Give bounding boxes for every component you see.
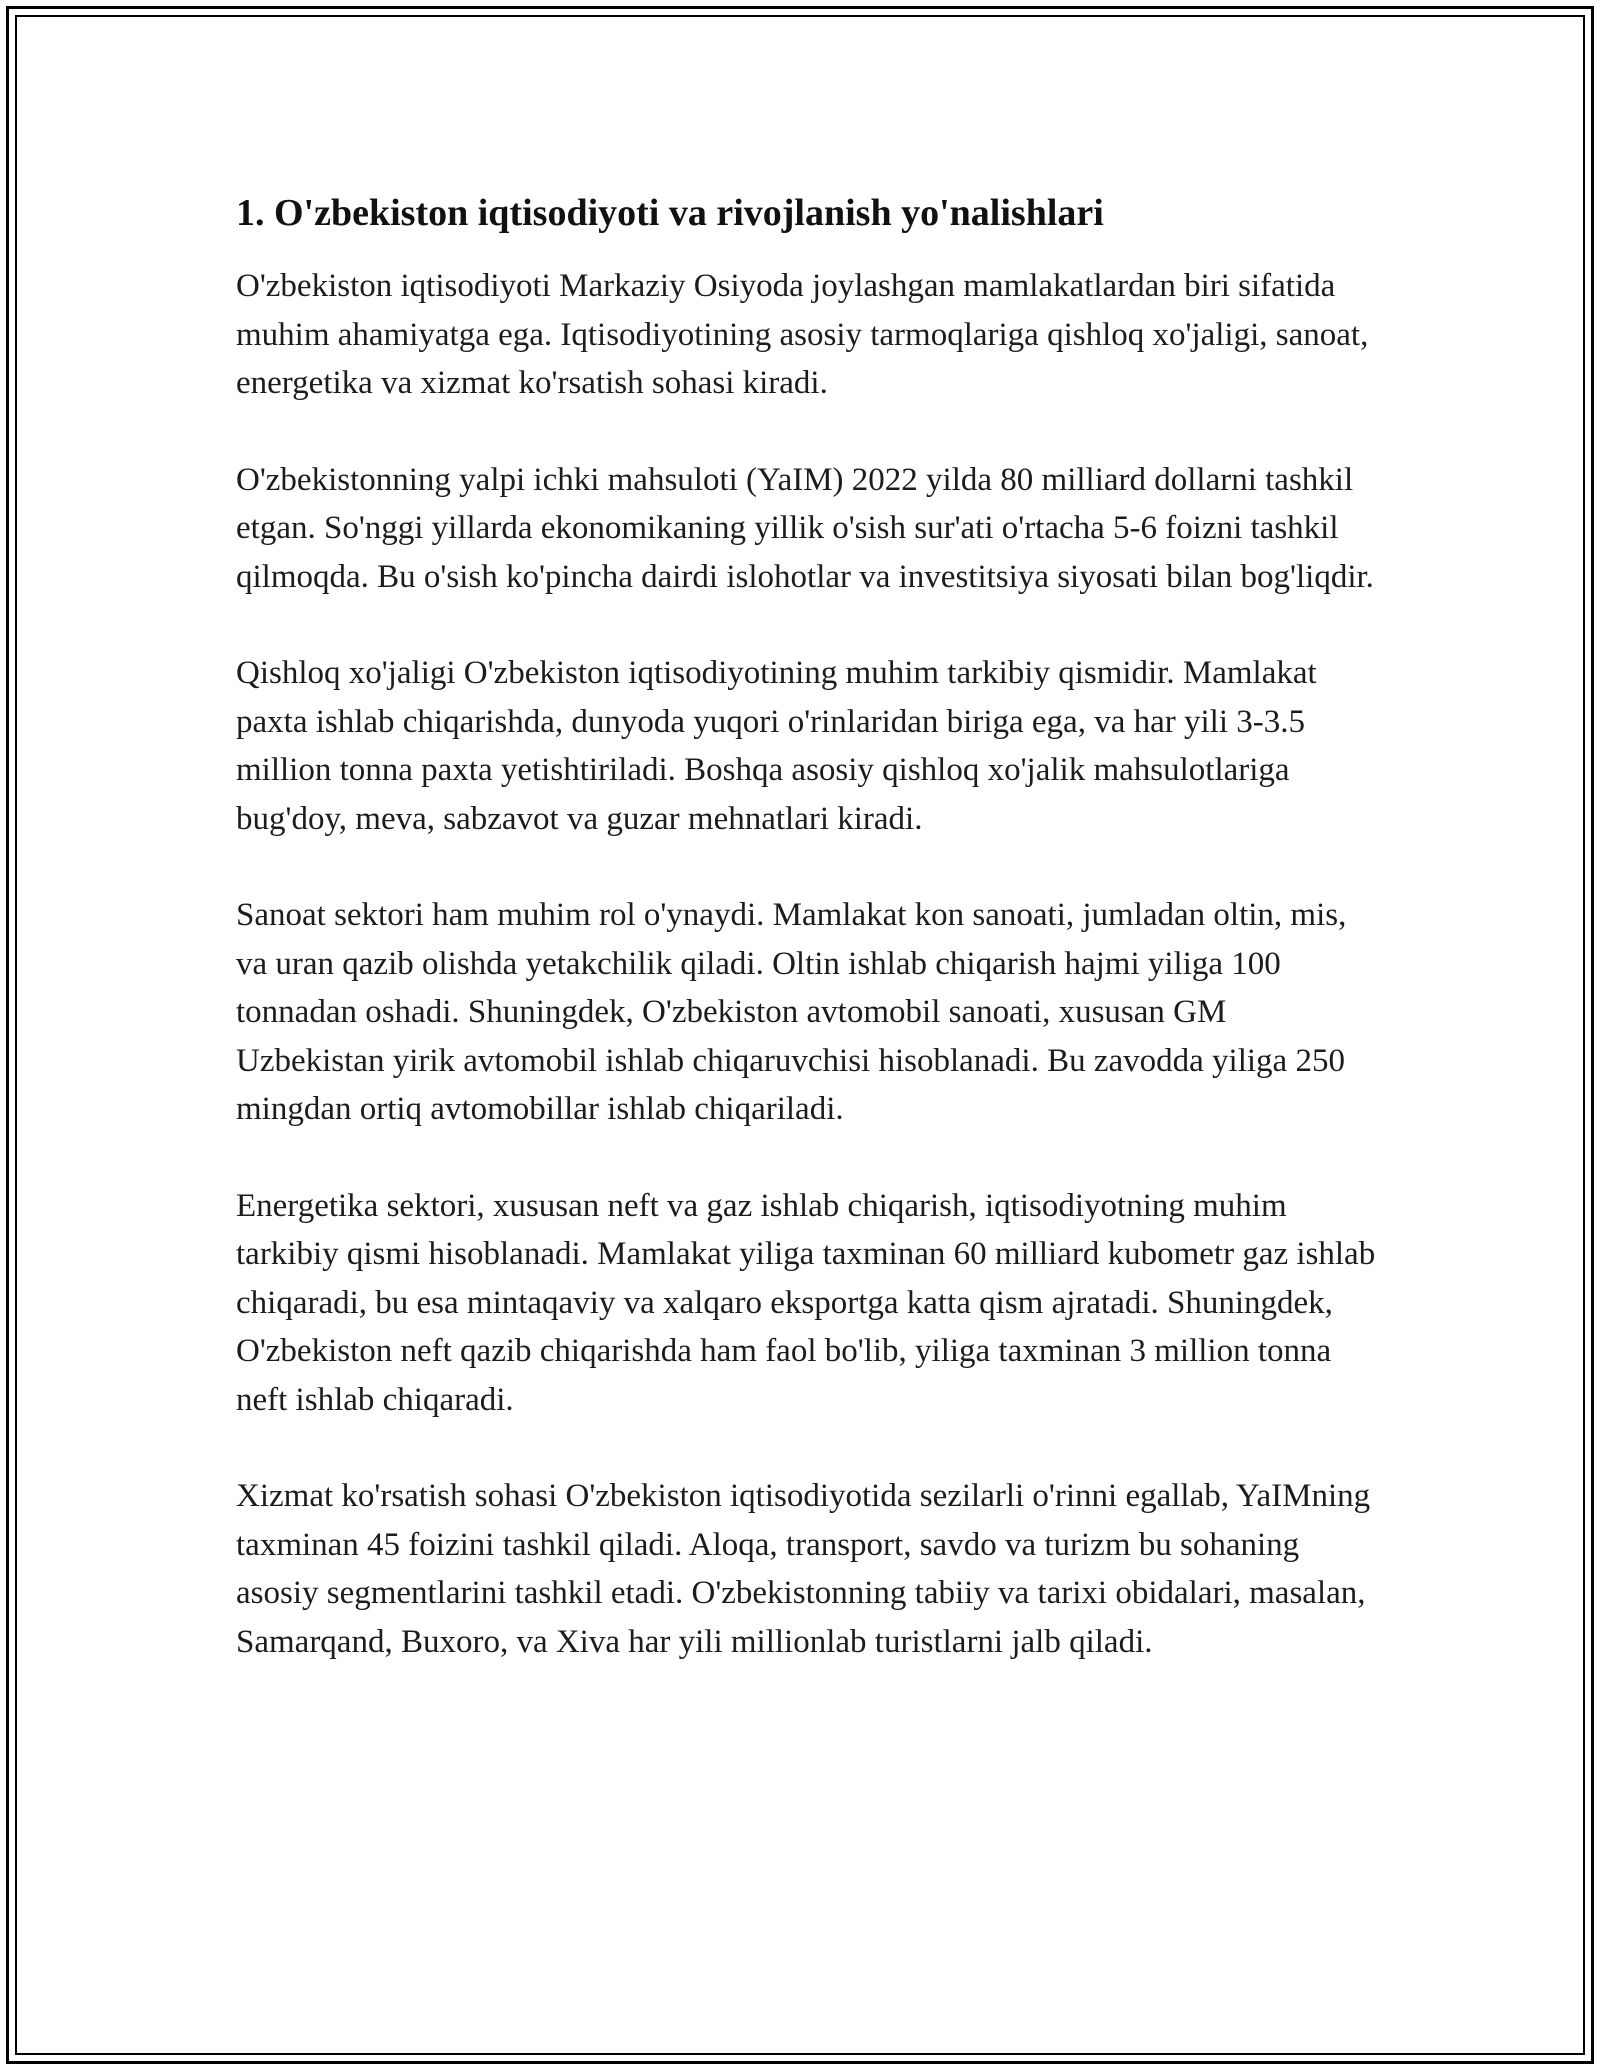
paragraph-intro: O'zbekiston iqtisodiyoti Markaziy Osiyoda joylashgan mamlakatlardan biri sifatida muhim ahamiyatga ega. Iqtisodiyotining asosiy tarmoqlariga qishloq xo'jaligi, sanoat, energetika va xizmat ko'rsatish sohasi kiradi. — [236, 268, 1369, 401]
paragraph-gdp: O'zbekistonning yalpi ichki mahsuloti (YaIM) 2022 yilda 80 milliard dollarni tashkil etgan. So'nggi yillarda ekonomikaning yillik o'sish sur'ati o'rtacha 5-6 foizni tashkil qilmoqda. Bu o'sish ko'pincha dairdi islohotlar va investitsiya siyosati bilan bog'liqdir. — [236, 461, 1374, 595]
document-body — [236, 186, 1376, 1714]
section-heading: 1. O'zbekiston iqtisodiyoti va rivojlanish yo'nalishlari — [236, 192, 1104, 234]
paragraph-energy: Energetika sektori, xususan neft va gaz ishlab chiqarish, iqtisodiyotning muhim tarkibiy qismi hisoblanadi. Mamlakat yiliga taxminan 60 milliard kubometr gaz ishlab chiqaradi, bu esa mintaqaviy va xalqaro eksportga katta qism ajratadi. Shuningdek, O'zbekiston neft qazib chiqarishda ham faol bo'lib, yiliga taxminan 3 million tonna neft ishlab chiqaradi. — [236, 1187, 1376, 1418]
paragraph-services: Xizmat ko'rsatish sohasi O'zbekiston iqtisodiyotida sezilarli o'rinni egallab, YaIMning taxminan 45 foizini tashkil qiladi. Aloqa, transport, savdo va turizm bu sohaning asosiy segmentlarini tashkil etadi. O'zbekistonning tabiiy va tarixi obidalari, masalan, Samarqand, Buxoro, va Xiva har yili millionlab turistlarni jalb qiladi. — [236, 1478, 1371, 1660]
paragraph-industry: Sanoat sektori ham muhim rol o'ynaydi. Mamlakat kon sanoati, jumladan oltin, mis, va uran qazib olishda yetakchilik qiladi. Oltin ishlab chiqarish hajmi yiliga 100 tonnadan oshadi. Shuningdek, O'zbekiston avtomobil sanoati, xususan GM Uzbekistan yirik avtomobil ishlab chiqaruvchisi hisoblanadi. Bu zavodda yiliga 250 mingdan ortiq avtomobillar ishlab chiqariladi. — [236, 897, 1347, 1127]
paragraph-agriculture: Qishloq xo'jaligi O'zbekiston iqtisodiyotining muhim tarkibiy qismidir. Mamlakat paxta ishlab chiqarishda, dunyoda yuqori o'rinlaridan biriga ega, va har yili 3-3.5 million tonna paxta yetishtiriladi. Boshqa asosiy qishloq xo'jalik mahsulotlariga bug'doy, meva, sabzavot va guzar mehnatlari kiradi. — [236, 655, 1317, 837]
